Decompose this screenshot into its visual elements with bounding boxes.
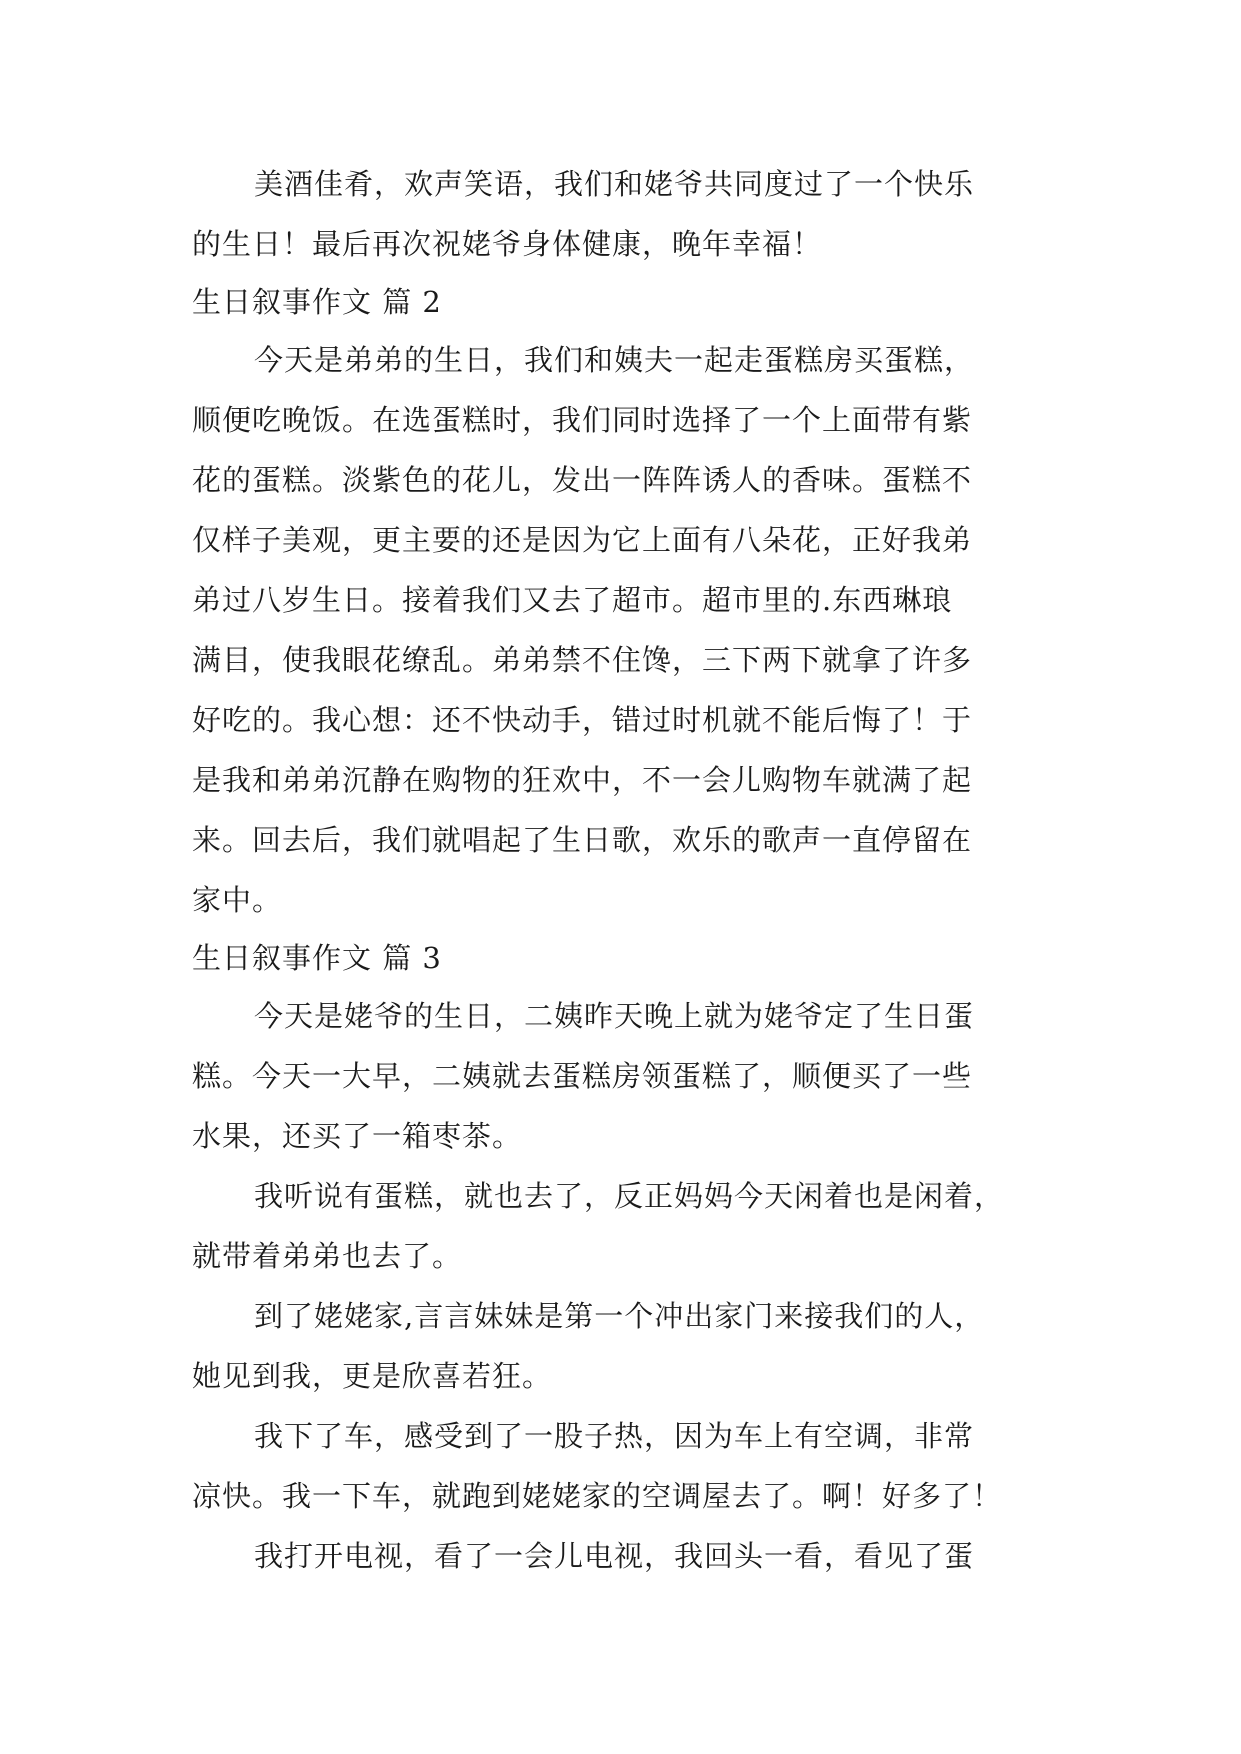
paragraph-line: 到了姥姥家,言言妹妹是第一个冲出家门来接我们的人， (254, 1299, 985, 1333)
paragraph-line: 满目，使我眼花缭乱。弟弟禁不住馋，三下两下就拿了许多 (192, 643, 973, 677)
paragraph-line: 她见到我，更是欣喜若狂。 (192, 1359, 553, 1393)
paragraph-line: 就带着弟弟也去了。 (192, 1239, 463, 1273)
section-3-title: 生日叙事作文 篇 3 (192, 941, 442, 975)
paragraph-line: 仅样子美观，更主要的还是因为它上面有八朵花，正好我弟 (192, 523, 973, 557)
paragraph-line: 美酒佳肴，欢声笑语，我们和姥爷共同度过了一个快乐 (254, 167, 975, 201)
paragraph-line: 糕。今天一大早，二姨就去蛋糕房领蛋糕了，顺便买了一些 (192, 1059, 973, 1093)
paragraph-line: 我打开电视，看了一会儿电视，我回头一看，看见了蛋 (254, 1539, 975, 1573)
paragraph-line: 来。回去后，我们就唱起了生日歌，欢乐的歌声一直停留在 (192, 823, 973, 857)
paragraph-line: 今天是姥爷的生日，二姨昨天晚上就为姥爷定了生日蛋 (254, 999, 975, 1033)
paragraph-line: 今天是弟弟的生日，我们和姨夫一起走蛋糕房买蛋糕， (254, 343, 975, 377)
section-3-paragraph-5 (192, 1526, 1054, 1586)
paragraph-line: 花的蛋糕。淡紫色的花儿，发出一阵阵诱人的香味。蛋糕不 (192, 463, 973, 497)
paragraph-line: 好吃的。我心想：还不快动手，错过时机就不能后悔了！于 (192, 703, 973, 737)
document-page (192, 154, 1054, 1586)
paragraph-line: 是我和弟弟沉静在购物的狂欢中，不一会儿购物车就满了起 (192, 763, 973, 797)
paragraph-line: 水果，还买了一箱枣茶。 (192, 1119, 523, 1153)
paragraph-line: 家中。 (192, 883, 283, 917)
paragraph-line: 的生日！最后再次祝姥爷身体健康，晚年幸福！ (192, 227, 823, 261)
section-3-paragraph-1 (192, 986, 1054, 1166)
section-2-title: 生日叙事作文 篇 2 (192, 285, 442, 319)
paragraph-line: 顺便吃晚饭。在选蛋糕时，我们同时选择了一个上面带有紫 (192, 403, 973, 437)
paragraph-line: 凉快。我一下车，就跑到姥姥家的空调屋去了。啊！好多了！ (192, 1479, 1003, 1513)
section-3-paragraph-4 (192, 1406, 1054, 1526)
section-3-paragraph-3 (192, 1286, 1054, 1406)
paragraph-line: 弟过八岁生日。接着我们又去了超市。超市里的.东西琳琅 (192, 583, 953, 617)
section-2-paragraph (192, 330, 1054, 930)
paragraph-line: 我下了车，感受到了一股子热，因为车上有空调，非常 (254, 1419, 975, 1453)
intro-paragraph (192, 154, 1054, 274)
section-3-paragraph-2 (192, 1166, 1054, 1286)
paragraph-line: 我听说有蛋糕，就也去了，反正妈妈今天闲着也是闲着， (254, 1179, 1005, 1213)
